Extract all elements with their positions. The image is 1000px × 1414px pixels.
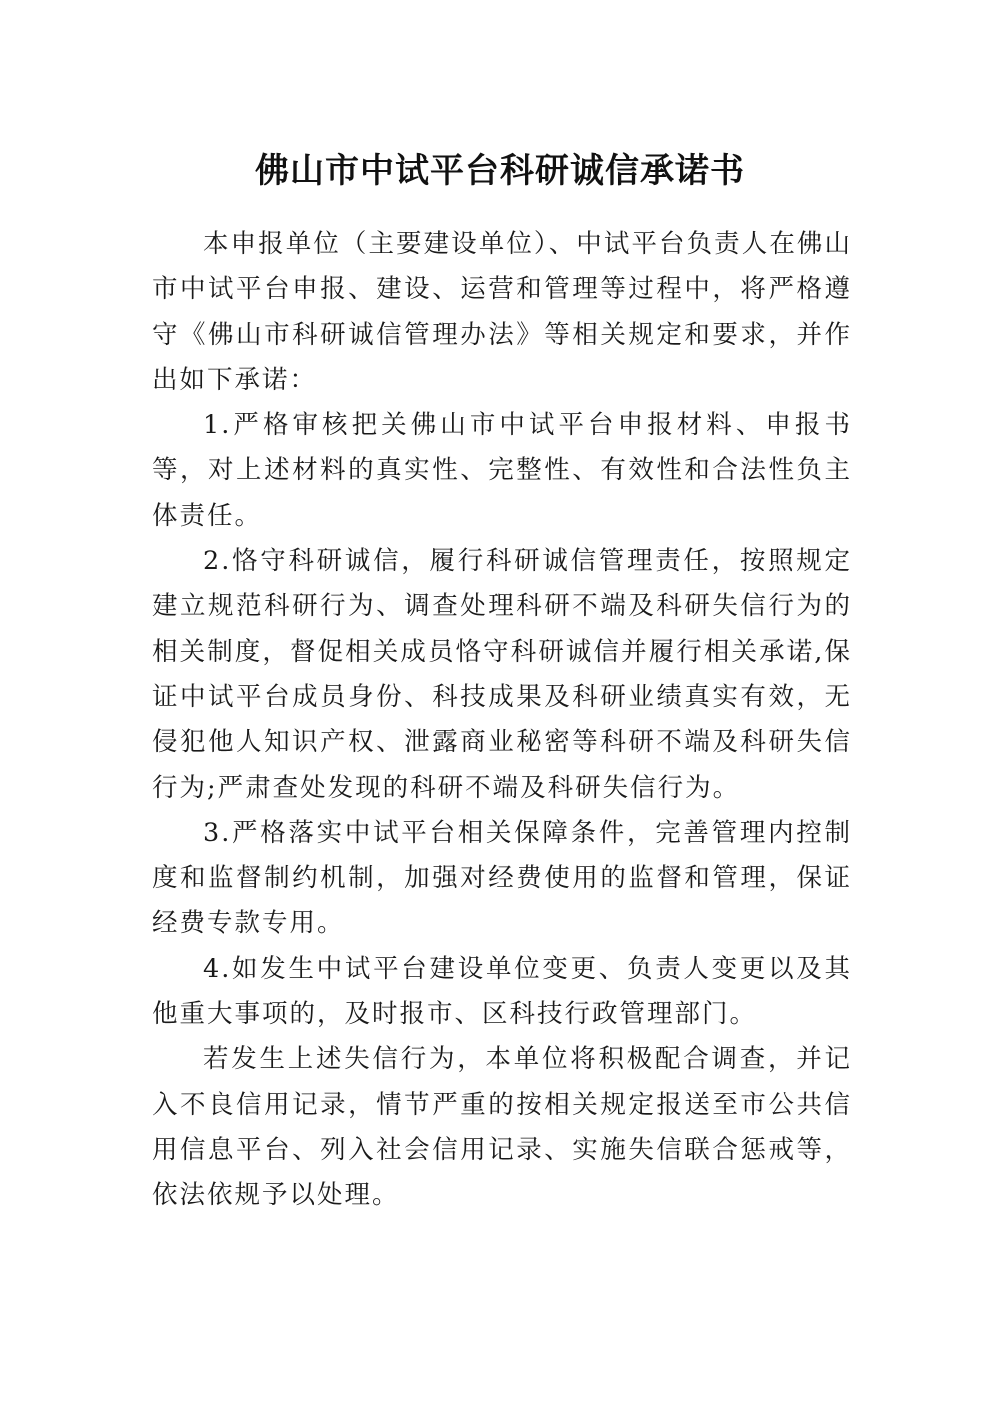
document-body	[152, 222, 852, 1219]
commitment-item-1: 1.严格审核把关佛山市中试平台申报材料、申报书等，对上述材料的真实性、完整性、有效性和合法性负主体责任。	[152, 410, 852, 531]
commitment-item-4: 4.如发生中试平台建设单位变更、负责人变更以及其他重大事项的，及时报市、区科技行政管理部门。	[152, 953, 852, 1030]
closing-paragraph: 若发生上述失信行为，本单位将积极配合调查，并记入不良信用记录，情节严重的按相关规定报送至市公共信用信息平台、列入社会信用记录、实施失信联合惩戒等，依法依规予以处理。	[152, 1044, 852, 1211]
commitment-item-3: 3.严格落实中试平台相关保障条件，完善管理内控制度和监督制约机制，加强对经费使用的监督和管理，保证经费专款专用。	[152, 817, 852, 939]
intro-paragraph: 本申报单位（主要建设单位）、中试平台负责人在佛山市中试平台申报、建设、运营和管理等过程中，将严格遵守《佛山市科研诚信管理办法》等相关规定和要求，并作出如下承诺：	[152, 229, 852, 395]
commitment-item-2: 2.恪守科研诚信，履行科研诚信管理责任，按照规定建立规范科研行为、调查处理科研不端及科研失信行为的相关制度，督促相关成员恪守科研诚信并履行相关承诺,保证中试平台成员身份、科技成果及科研业绩真实有效，无侵犯他人知识产权、泄露商业秘密等科研不端及科研失信行为;严肃查处发现的科研不端及科研失信行为。	[152, 546, 852, 803]
document-title: 佛山市中试平台科研诚信承诺书	[255, 150, 745, 191]
